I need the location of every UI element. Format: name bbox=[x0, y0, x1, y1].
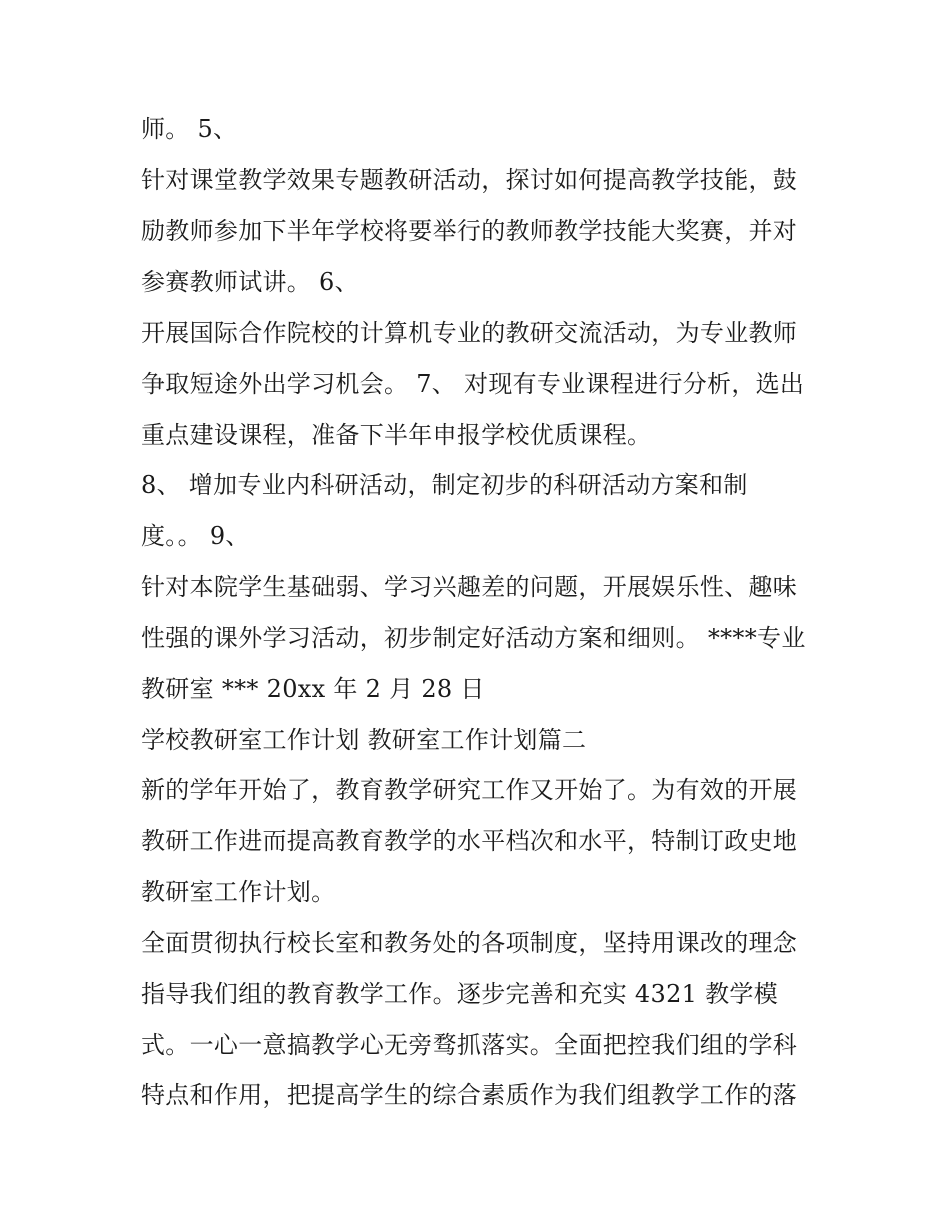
text-line: 特点和作用，把提高学生的综合素质作为我们组教学工作的落 bbox=[141, 1081, 798, 1109]
section-heading: 学校教研室工作计划 教研室工作计划篇二 bbox=[141, 726, 587, 754]
text-line: 教研室 *** 20xx 年 2 月 28 日 bbox=[141, 675, 485, 703]
text-line: 度。。 9、 bbox=[141, 522, 250, 550]
text-line: 重点建设课程，准备下半年申报学校优质课程。 bbox=[141, 421, 652, 449]
text-line: 新的学年开始了，教育教学研究工作又开始了。为有效的开展 bbox=[141, 776, 798, 804]
text-line: 针对本院学生基础弱、学习兴趣差的问题，开展娱乐性、趣味 bbox=[141, 573, 798, 601]
text-line: 参赛教师试讲。 6、 bbox=[141, 268, 359, 296]
text-line: 式。一心一意搞教学心无旁骛抓落实。全面把控我们组的学科 bbox=[141, 1031, 798, 1059]
text-line: 争取短途外出学习机会。 7、 对现有专业课程进行分析，选出 bbox=[141, 370, 805, 398]
text-line: 全面贯彻执行校长室和教务处的各项制度，坚持用课改的理念 bbox=[141, 929, 798, 957]
text-line: 师。 5、 bbox=[141, 115, 238, 143]
text-line: 教研工作进而提高教育教学的水平档次和水平，特制订政史地 bbox=[141, 827, 798, 855]
text-line: 开展国际合作院校的计算机专业的教研交流活动，为专业教师 bbox=[141, 319, 798, 347]
text-line: 励教师参加下半年学校将要举行的教师教学技能大奖赛，并对 bbox=[141, 217, 798, 245]
text-line: 指导我们组的教育教学工作。逐步完善和充实 4321 教学模 bbox=[141, 980, 779, 1008]
text-line: 教研室工作计划。 bbox=[141, 878, 336, 906]
text-line: 针对课堂教学效果专题教研活动，探讨如何提高教学技能，鼓 bbox=[141, 166, 798, 194]
text-line: 8、 增加专业内科研活动，制定初步的科研活动方案和制 bbox=[141, 471, 748, 499]
text-line: 性强的课外学习活动，初步制定好活动方案和细则。 ****专业 bbox=[141, 624, 806, 652]
